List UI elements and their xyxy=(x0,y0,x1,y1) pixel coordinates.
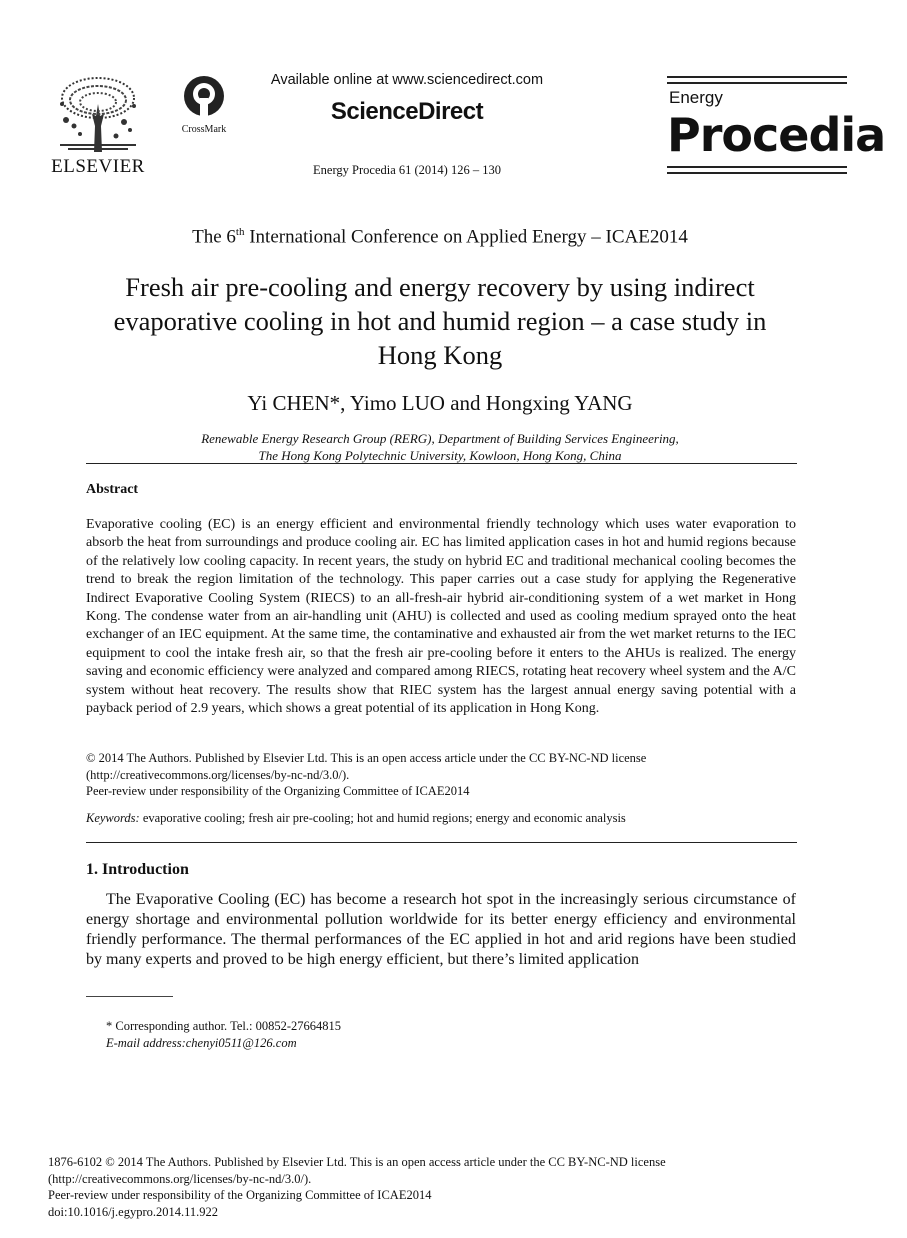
available-online-text: Available online at www.sciencedirect.com xyxy=(270,72,544,88)
title-line: evaporative cooling in hot and humid region – a case study in xyxy=(113,306,767,336)
keywords-label: Keywords: xyxy=(86,811,140,825)
crossmark-icon xyxy=(182,74,226,118)
energy-procedia-logo xyxy=(667,74,886,178)
journal-citation: Energy Procedia 61 (2014) 126 – 130 xyxy=(313,163,501,177)
issn-line: 1876-6102 © 2014 The Authors. Published by Elsevier Ltd. This is an open access article under the CC BY-NC-ND license xyxy=(48,1155,666,1169)
corresponding-author: * Corresponding author. Tel.: 00852-27664815 xyxy=(106,1019,341,1033)
elsevier-wordmark: ELSEVIER xyxy=(51,156,145,177)
affiliation xyxy=(0,430,880,464)
keywords-list: evaporative cooling; fresh air pre-cooling; hot and humid regions; energy and economic analysis xyxy=(139,811,626,825)
section-heading: 1. Introduction xyxy=(86,861,189,878)
title-line: Fresh air pre-cooling and energy recovery by using indirect xyxy=(125,272,755,302)
logo-rule xyxy=(667,172,847,174)
logo-rule xyxy=(667,166,847,168)
affiliation-line: Renewable Energy Research Group (RERG), Department of Building Services Engineering, xyxy=(201,431,679,446)
divider xyxy=(86,842,797,843)
crossmark-badge[interactable] xyxy=(176,74,232,134)
keywords xyxy=(86,811,796,826)
license-line: Peer-review under responsibility of the Organizing Committee of ICAE2014 xyxy=(86,784,470,798)
affiliation-line: The Hong Kong Polytechnic University, Kowloon, Hong Kong, China xyxy=(258,448,622,463)
footnote-rule xyxy=(86,996,173,997)
conference-line xyxy=(0,226,880,248)
license-link[interactable]: (http://creativecommons.org/licenses/by-nc-nd/3.0/). xyxy=(48,1171,312,1186)
abstract-body: Evaporative cooling (EC) is an energy efficient and environmental friendly technology which uses water evaporation to absorb the heat from surroundings and produce cooling air. EC has limited application cases in hot and humid regions because of the relatively low cooling capacity. In recent years, the study on hybrid EC and traditional mechanical cooling becomes the trend to break the region limitation of the technology. This paper carries out a case study for applying the Regenerative Indirect Evaporative Cooling System (RIECS) to an all-fresh-air hybrid air-conditioning system of a wet market in Hong Kong. The condense water from an air-handling unit (AHU) is collected and used as cooling medium sprayed onto the heat exchanger of an IEC equipment. At the same time, the contaminative and exhausted air from the wet market returns to the IEC equipment to cool the intake fresh air, so that the fresh air pre-cooling before it enters to the AHUs is realized. The energy saving and economic efficiency were analyzed and compared among RIECS, rotating heat recovery wheel system and the A/C system without heat recovery. The results show that RIEC system has the largest annual energy saving potential with a payback period of 2.9 years, which shows a great potential of its application in Hong Kong. xyxy=(86,517,796,717)
paper-title xyxy=(60,270,820,372)
conference-prefix: The 6 xyxy=(192,226,236,248)
author-email[interactable]: E-mail address:chenyi0511@126.com xyxy=(106,1036,297,1050)
crossmark-label: CrossMark xyxy=(181,124,227,135)
title-line: Hong Kong xyxy=(377,340,503,370)
abstract-heading: Abstract xyxy=(86,482,139,497)
logo-energy-word: Energy xyxy=(669,88,723,107)
license-block xyxy=(86,750,796,800)
conference-suffix: International Conference on Applied Energy – ICAE2014 xyxy=(244,226,688,248)
elsevier-tree-icon xyxy=(54,74,142,154)
authors: Yi CHEN*, Yimo LUO and Hongxing YANG xyxy=(247,391,633,415)
sciencedirect-wordmark: ScienceDirect xyxy=(330,98,484,125)
logo-rule xyxy=(667,76,847,78)
doi-link[interactable]: doi:10.1016/j.egypro.2014.11.922 xyxy=(48,1204,219,1219)
peer-review-line: Peer-review under responsibility of the Organizing Committee of ICAE2014 xyxy=(48,1188,432,1202)
intro-paragraph: The Evaporative Cooling (EC) has become a research hot spot in the increasingly serious circumstance of energy shortage and environmental pollution worldwide for its better energy efficiency and environmental friendly performance. The thermal performances of the EC applied in hot and arid regions have been studied by many experts and proved to be high energy efficient, but there’s limited application xyxy=(86,891,796,968)
conference-sup: th xyxy=(235,226,245,238)
elsevier-logo xyxy=(50,74,146,178)
logo-rule xyxy=(667,82,847,84)
license-line: © 2014 The Authors. Published by Elsevier Ltd. This is an open access article under the CC BY-NC-ND license xyxy=(86,751,647,765)
bottom-copyright xyxy=(48,1154,848,1220)
logo-procedia-word: Procedia xyxy=(667,108,886,162)
divider xyxy=(86,463,797,464)
license-link[interactable]: (http://creativecommons.org/licenses/by-nc-nd/3.0/). xyxy=(86,767,350,782)
